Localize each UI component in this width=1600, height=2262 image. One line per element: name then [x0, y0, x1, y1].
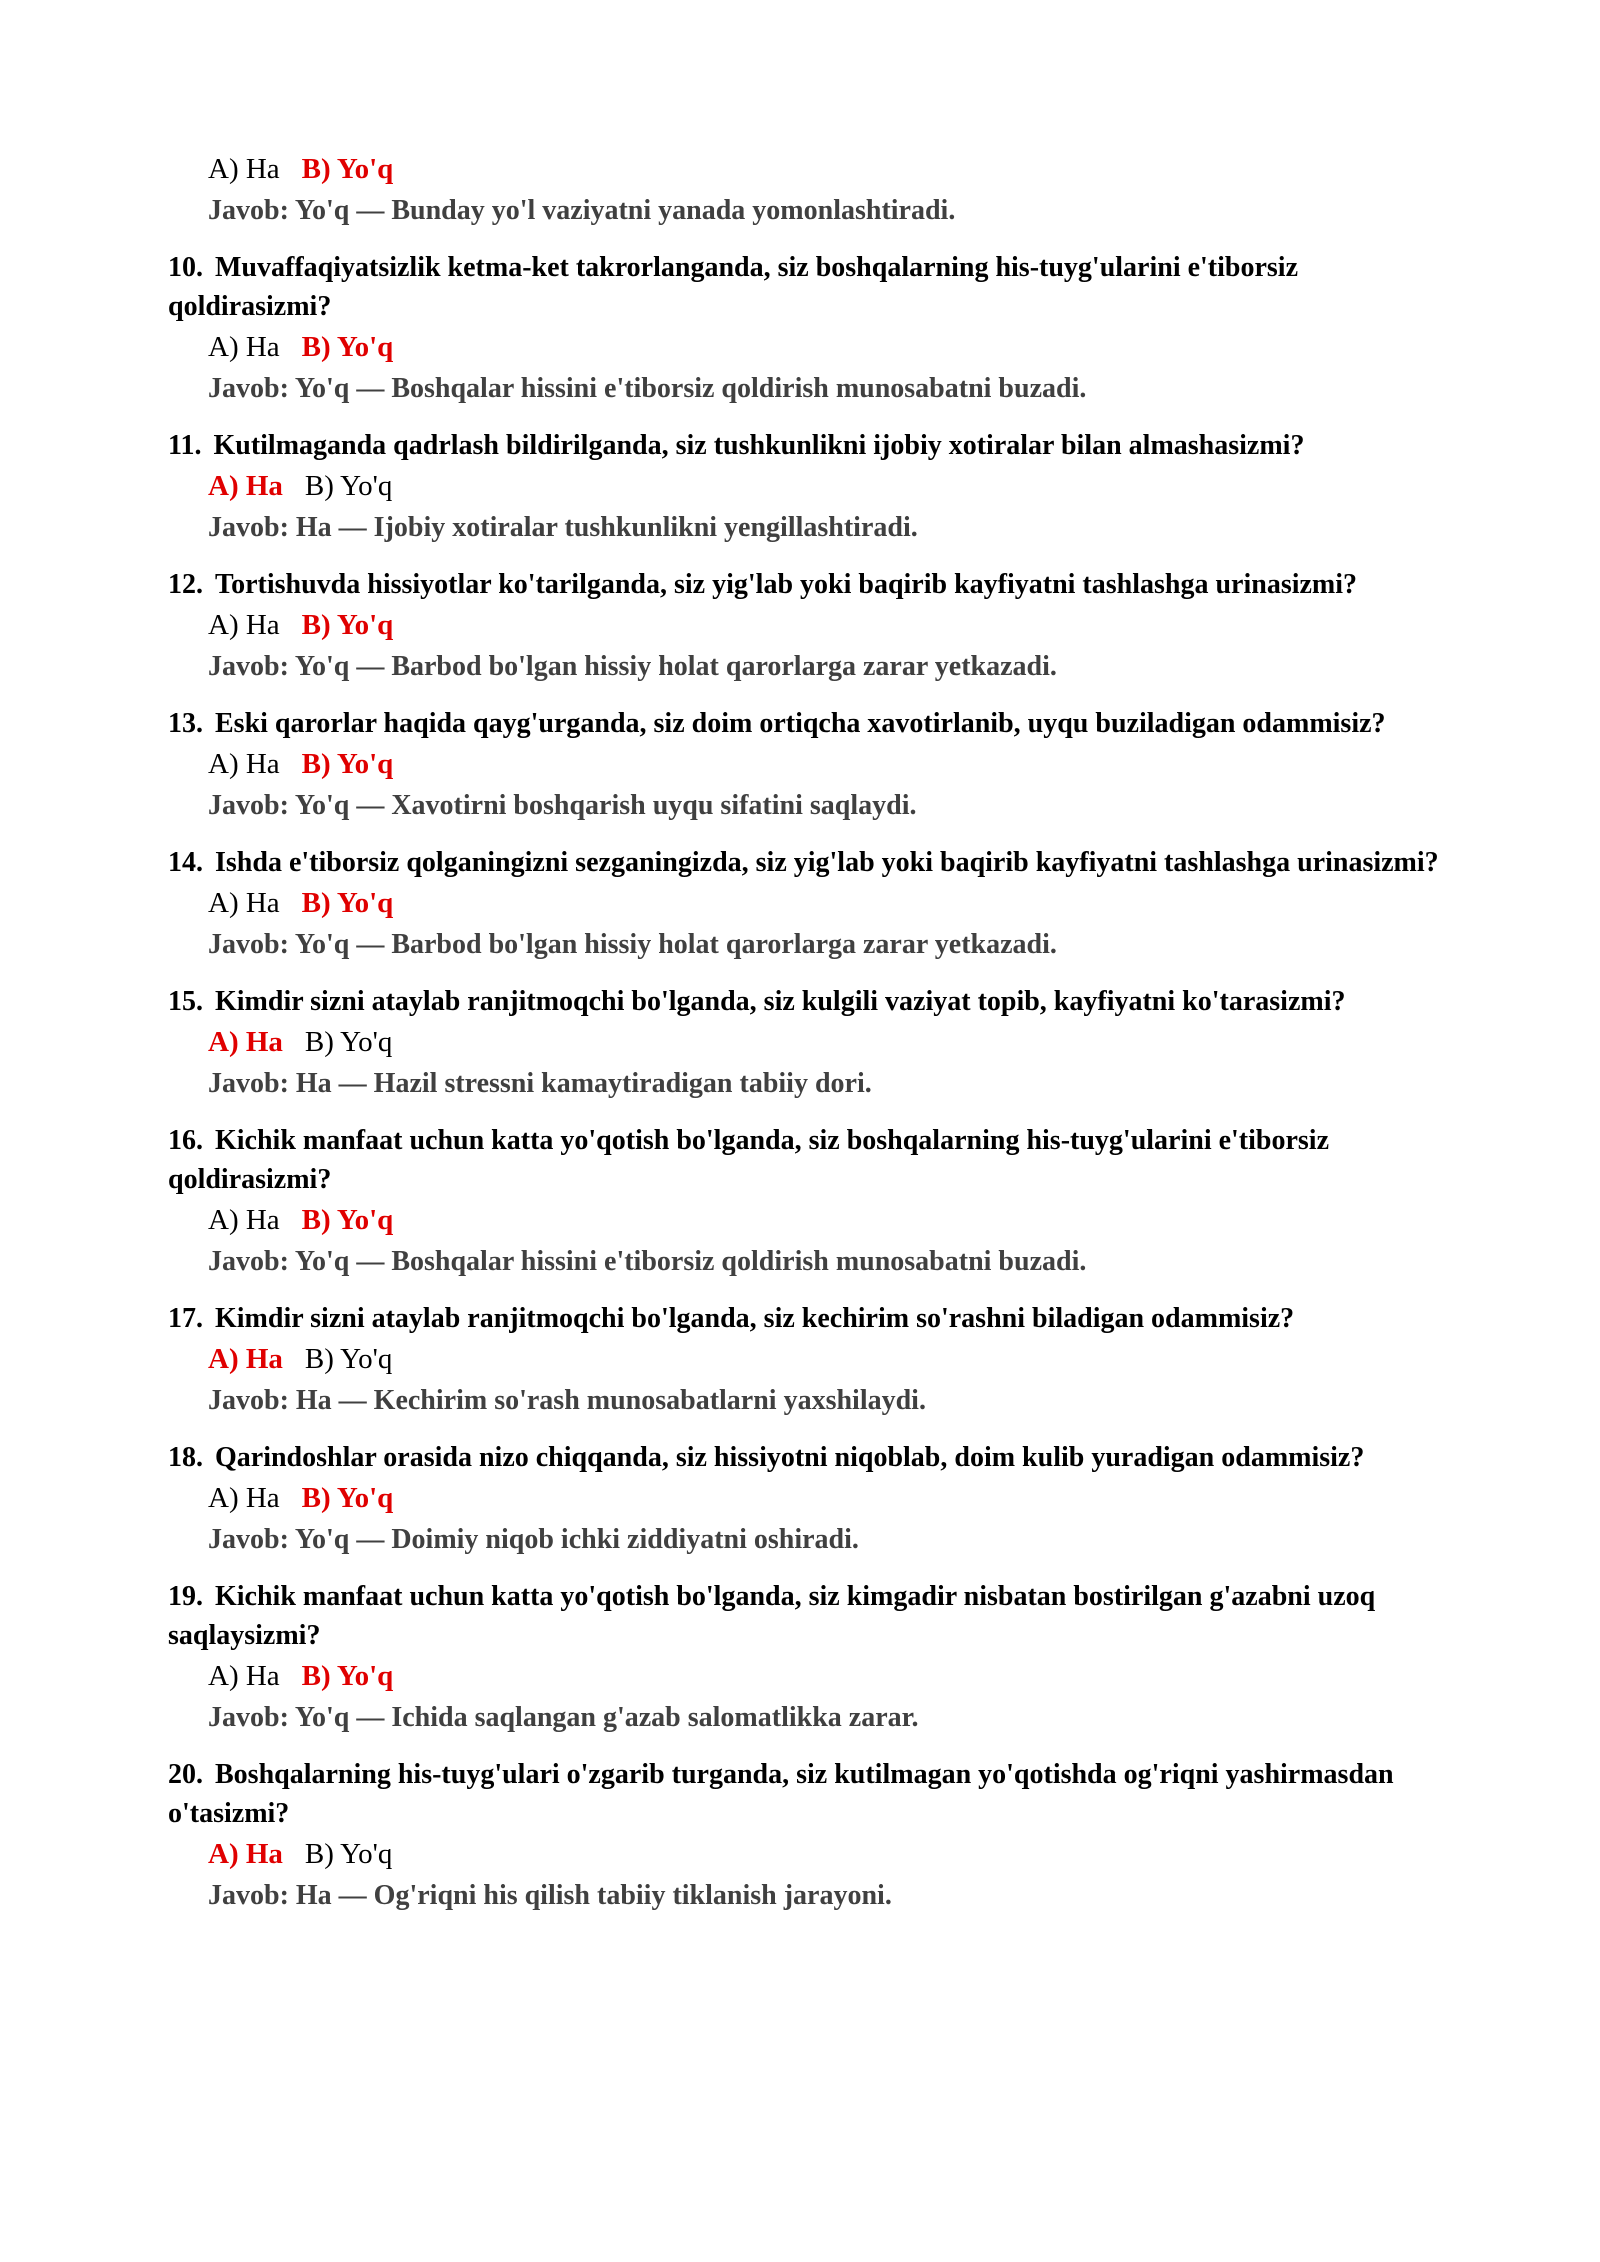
- question-number: 12.: [168, 569, 203, 600]
- question-body: Tortishuvda hissiyotlar ko'tarilganda, siz yig'lab yoki baqirib kayfiyatni tashlashga urinasizmi?: [215, 569, 1358, 600]
- option-a[interactable]: A) Ha: [208, 1482, 280, 1514]
- question-number: 11.: [168, 430, 202, 461]
- option-b[interactable]: B) Yo'q: [301, 153, 394, 185]
- answer-text: Javob: Ha — Ijobiy xotiralar tushkunlikni yengillashtiradi.: [208, 512, 918, 543]
- option-b[interactable]: B) Yo'q: [304, 1838, 393, 1870]
- option-a[interactable]: A) Ha: [208, 1026, 283, 1058]
- question-text: [168, 1755, 1468, 1833]
- question-block-11: [168, 426, 1468, 549]
- option-b[interactable]: B) Yo'q: [301, 748, 394, 780]
- question-block-10: [168, 248, 1468, 410]
- answer-text: Javob: Yo'q — Ichida saqlangan g'azab salomatlikka zarar.: [208, 1702, 919, 1733]
- question-body: Kichik manfaat uchun katta yo'qotish bo'lganda, siz boshqalarning his-tuyg'ularini e'tiborsiz qoldirasizmi?: [168, 1125, 1330, 1195]
- question-body: Muvaffaqiyatsizlik ketma-ket takrorlanganda, siz boshqalarning his-tuyg'ularini e'tiborsiz qoldirasizmi?: [168, 252, 1299, 322]
- quiz-page: [168, 148, 1468, 1917]
- question-number: 16.: [168, 1125, 203, 1156]
- question-block-20: [168, 1755, 1468, 1917]
- question-body: Eski qarorlar haqida qayg'urganda, siz doim ortiqcha xavotirlanib, uyqu buziladigan odammisiz?: [215, 708, 1386, 739]
- answer-text: Javob: Yo'q — Barbod bo'lgan hissiy holat qarorlarga zarar yetkazadi.: [208, 651, 1057, 682]
- question-number: 20.: [168, 1759, 203, 1790]
- answer-text: Javob: Ha — Hazil stressni kamaytiradigan tabiiy dori.: [208, 1068, 872, 1099]
- options-line: [208, 1021, 1468, 1063]
- answer-text: Javob: Yo'q — Boshqalar hissini e'tiborsiz qoldirish munosabatni buzadi.: [208, 373, 1087, 404]
- option-a[interactable]: A) Ha: [208, 1838, 283, 1870]
- question-block-19: [168, 1577, 1468, 1739]
- question-number: 18.: [168, 1442, 203, 1473]
- answer-text: Javob: Yo'q — Boshqalar hissini e'tiborsiz qoldirish munosabatni buzadi.: [208, 1246, 1087, 1277]
- answer-text: Javob: Ha — Kechirim so'rash munosabatlarni yaxshilaydi.: [208, 1385, 926, 1416]
- question-text: [168, 1438, 1468, 1477]
- question-body: Kutilmaganda qadrlash bildirilganda, siz tushkunlikni ijobiy xotiralar bilan almashasizmi?: [213, 430, 1305, 461]
- options-line: [208, 326, 1468, 368]
- options-line: [208, 148, 1468, 190]
- options-line: [208, 1655, 1468, 1697]
- question-block-18: [168, 1438, 1468, 1561]
- question-number: 14.: [168, 847, 203, 878]
- options-line: [208, 604, 1468, 646]
- option-b[interactable]: B) Yo'q: [304, 1026, 393, 1058]
- question-text: [168, 1121, 1468, 1199]
- question-text: [168, 1577, 1468, 1655]
- option-a[interactable]: A) Ha: [208, 1204, 280, 1236]
- question-body: Kichik manfaat uchun katta yo'qotish bo'lganda, siz kimgadir nisbatan bostirilgan g'azabni uzoq saqlaysizmi?: [168, 1581, 1376, 1651]
- question-block-15: [168, 982, 1468, 1105]
- options-line: [208, 465, 1468, 507]
- question-text: [168, 1299, 1468, 1338]
- option-a[interactable]: A) Ha: [208, 609, 280, 641]
- question-body: Ishda e'tiborsiz qolganingizni sezganingizda, siz yig'lab yoki baqirib kayfiyatni tashlashga urinasizmi?: [215, 847, 1439, 878]
- option-b[interactable]: B) Yo'q: [301, 609, 394, 641]
- option-b[interactable]: B) Yo'q: [304, 1343, 393, 1375]
- intro-block: [168, 148, 1468, 232]
- question-number: 13.: [168, 708, 203, 739]
- option-a[interactable]: A) Ha: [208, 1660, 280, 1692]
- option-b[interactable]: B) Yo'q: [301, 1482, 394, 1514]
- question-block-16: [168, 1121, 1468, 1283]
- question-body: Kimdir sizni ataylab ranjitmoqchi bo'lganda, siz kulgili vaziyat topib, kayfiyatni ko'tarasizmi?: [215, 986, 1346, 1017]
- option-a[interactable]: A) Ha: [208, 470, 283, 502]
- question-text: [168, 426, 1468, 465]
- question-text: [168, 843, 1468, 882]
- option-b[interactable]: B) Yo'q: [301, 887, 394, 919]
- option-a[interactable]: A) Ha: [208, 748, 280, 780]
- option-a[interactable]: A) Ha: [208, 153, 280, 185]
- question-text: [168, 248, 1468, 326]
- options-line: [208, 1833, 1468, 1875]
- question-block-12: [168, 565, 1468, 688]
- options-line: [208, 1199, 1468, 1241]
- question-text: [168, 982, 1468, 1021]
- question-body: Boshqalarning his-tuyg'ulari o'zgarib turganda, siz kutilmagan yo'qotishda og'riqni yashirmasdan o'tasizmi?: [168, 1759, 1394, 1829]
- option-b[interactable]: B) Yo'q: [301, 331, 394, 363]
- question-number: 17.: [168, 1303, 203, 1334]
- options-line: [208, 882, 1468, 924]
- option-a[interactable]: A) Ha: [208, 331, 280, 363]
- question-text: [168, 565, 1468, 604]
- answer-text: Javob: Yo'q — Xavotirni boshqarish uyqu sifatini saqlaydi.: [208, 790, 917, 821]
- question-text: [168, 704, 1468, 743]
- question-body: Kimdir sizni ataylab ranjitmoqchi bo'lganda, siz kechirim so'rashni biladigan odammisiz?: [215, 1303, 1295, 1334]
- question-block-13: [168, 704, 1468, 827]
- question-number: 10.: [168, 252, 203, 283]
- options-line: [208, 1477, 1468, 1519]
- question-body: Qarindoshlar orasida nizo chiqqanda, siz hissiyotni niqoblab, doim kulib yuradigan odammisiz?: [215, 1442, 1365, 1473]
- option-b[interactable]: B) Yo'q: [304, 470, 393, 502]
- answer-text: Javob: Ha — Og'riqni his qilish tabiiy tiklanish jarayoni.: [208, 1880, 892, 1911]
- answer-text: Javob: Yo'q — Barbod bo'lgan hissiy holat qarorlarga zarar yetkazadi.: [208, 929, 1057, 960]
- question-number: 19.: [168, 1581, 203, 1612]
- question-number: 15.: [168, 986, 203, 1017]
- options-line: [208, 1338, 1468, 1380]
- answer-text: Javob: Yo'q — Doimiy niqob ichki ziddiyatni oshiradi.: [208, 1524, 859, 1555]
- option-a[interactable]: A) Ha: [208, 1343, 283, 1375]
- options-line: [208, 743, 1468, 785]
- answer-text: Javob: Yo'q — Bunday yo'l vaziyatni yanada yomonlashtiradi.: [208, 195, 956, 226]
- question-block-17: [168, 1299, 1468, 1422]
- option-b[interactable]: B) Yo'q: [301, 1204, 394, 1236]
- option-b[interactable]: B) Yo'q: [301, 1660, 394, 1692]
- option-a[interactable]: A) Ha: [208, 887, 280, 919]
- question-block-14: [168, 843, 1468, 966]
